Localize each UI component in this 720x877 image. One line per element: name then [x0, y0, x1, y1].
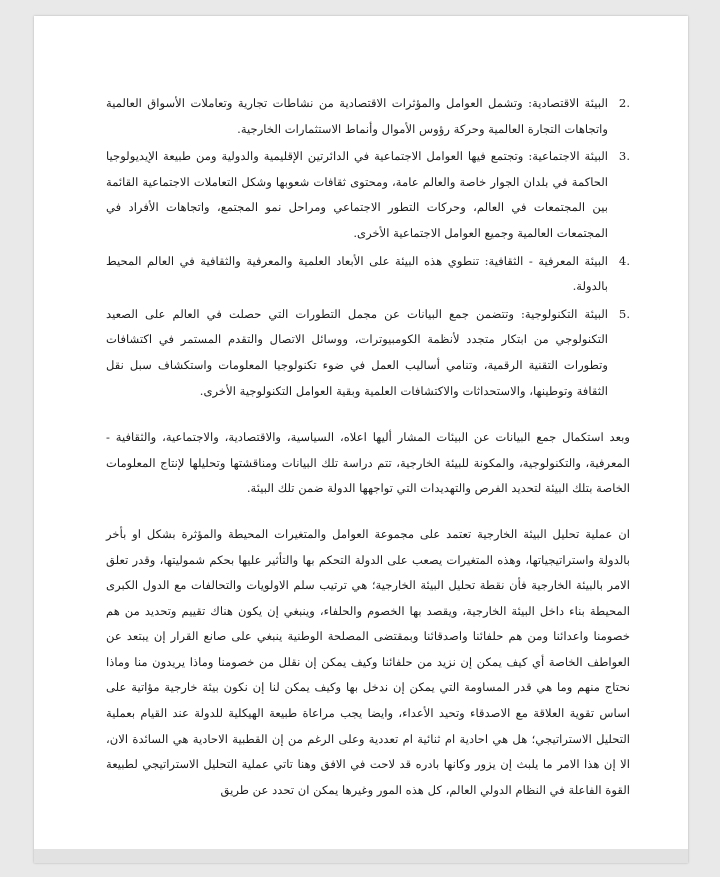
list-item-text	[106, 249, 608, 300]
list-item-body: وتشمل العوامل والمؤثرات الاقتصادية من نشاطات تجارية وتعاملات الأسواق العالمية واتجاهات التجارة العالمية وحركة رؤوس الأموال وأنماط الاستثمارات الخارجية.	[106, 96, 608, 136]
list-item-text	[106, 302, 608, 404]
list-item-number: .5	[618, 306, 630, 321]
document-page	[34, 16, 688, 863]
list-item	[106, 249, 630, 300]
list-item-text	[106, 144, 608, 246]
list-item-number: .3	[618, 149, 630, 164]
list-item-label: البيئة الاجتماعية:	[528, 149, 608, 164]
page-bottom-edge	[34, 849, 688, 863]
list-item-body: وتجتمع فيها العوامل الاجتماعية في الدائرتين الإقليمية والدولية ومن طبيعة الإيديولوجيا الحاكمة في بلدان الجوار خاصة والعالم عامة، ومحتوى ثقافات شعوبها وشكل التعاملات الاجتماعية القائمة بين المجتمعات في العالم، وحركات التطور الاجتماعي ومراحل نمو المجتمع، واتجاهات الأفراد في المجتمعات العالمية وجميع العوامل الاجتماعية الأخرى.	[106, 149, 608, 240]
list-item	[106, 144, 630, 246]
list-item-text	[106, 91, 608, 142]
list-item-body: تنطوي هذه البيئة على الأبعاد العلمية والمعرفية والثقافية في العالم المحيط بالدولة.	[106, 253, 608, 294]
list-item-number: .2	[618, 96, 630, 110]
list-item-label: البيئة الاقتصادية:	[528, 96, 608, 110]
list-item-number: .4	[618, 253, 630, 268]
list-item-label: البيئة المعرفية - الثقافية:	[484, 253, 608, 268]
document-body	[106, 91, 630, 803]
list-item	[106, 302, 630, 404]
body-paragraph: ان عملية تحليل البيئة الخارجية تعتمد على مجموعة العوامل والمتغيرات المحيطة والمؤثرة بشكل او بأخر بالدولة واستراتيجياتها، وهذه المتغيرات يصعب على الدولة التحكم بها والتأثير عليها بحكم شموليتها، وقدر تعلق الامر بالبيئة الخارجية فأن نقطة تحليل البيئة الخارجية؛ هي ترتيب سلم الاولويات والتحالفات مع الدول الكبرى المحيطة بناء داخل البيئة الخارجية، ويقصد بها الخصوم والحلفاء، وينبغي إن يكون هناك تقييم وتحديد من هم خصومنا واعدائنا ومن هم حلفائنا واصدقائنا وبمقتضى المصلحة الوطنية ينبغي على صانع القرار إن يبتعد عن العواطف الخاصة أي كيف يمكن إن نزيد من حلفائنا وكيف يمكن إن نقلل من خصومنا وماذا يريدون منا وماذا نحتاج منهم وما هي قدر المساومة التي يمكن إن ندخل بها وكيف يمكن لنا إن نكون بيئة خارجية مؤاتية على اساس تقوية العلاقة مع الاصدقاء وتحيد الأعداء، وايضا يجب مراعاة طبيعة الهيكلية للدولة عند القيام بعملية التحليل الاستراتيجي؛ هل هي احادية ام ثنائية ام تعددية وعلى الرغم من إن القطبية الاحادية هي السائدة الان، الا إن هذا الامر ما يلبث إن يزور وكانها بادره قد لاحت في الافق وهنا تاتي عملية التحليل الاستراتيجي لطبيعة القوة الفاعلة في النظام الدولي العالم، كل هذه المور وغيرها يمكن ان تحدد عن طريق	[106, 526, 630, 797]
list-item-label: البيئة التكنولوجية:	[521, 306, 608, 321]
list-item-body: وتتضمن جمع البيانات عن مجمل التطورات التي حصلت في العالم على الصعيد التكنولوجي من ابتكار متجدد لأنظمة الكومبيوترات، ووسائل الاتصال والتقدم المستمر في اكتشافات وتطورات التقنية الرقمية، وتنامي أساليب العمل في ضوء تكنولوجيا المعلومات واستكشاف سبل نقل الثقافة وتوطينها، والاستحداثات والاكتشافات العلمية وبقية العوامل التكنولوجية الأخرى.	[106, 306, 608, 398]
list-item	[106, 91, 630, 142]
body-paragraph: وبعد استكمال جمع البيانات عن البيئات المشار أليها اعلاه، السياسية، والاقتصادية، والاجتماعية، والثقافية - المعرفية، والتكنولوجية، والمكونة للبيئة الخارجية، تتم دراسة تلك البيانات ومناقشتها وتحليلها لإنتاج المعلومات الخاصة بتلك البيئة لتحديد الفرص والتهديدات التي تواجهها الدولة ضمن تلك البيئة.	[106, 430, 630, 496]
